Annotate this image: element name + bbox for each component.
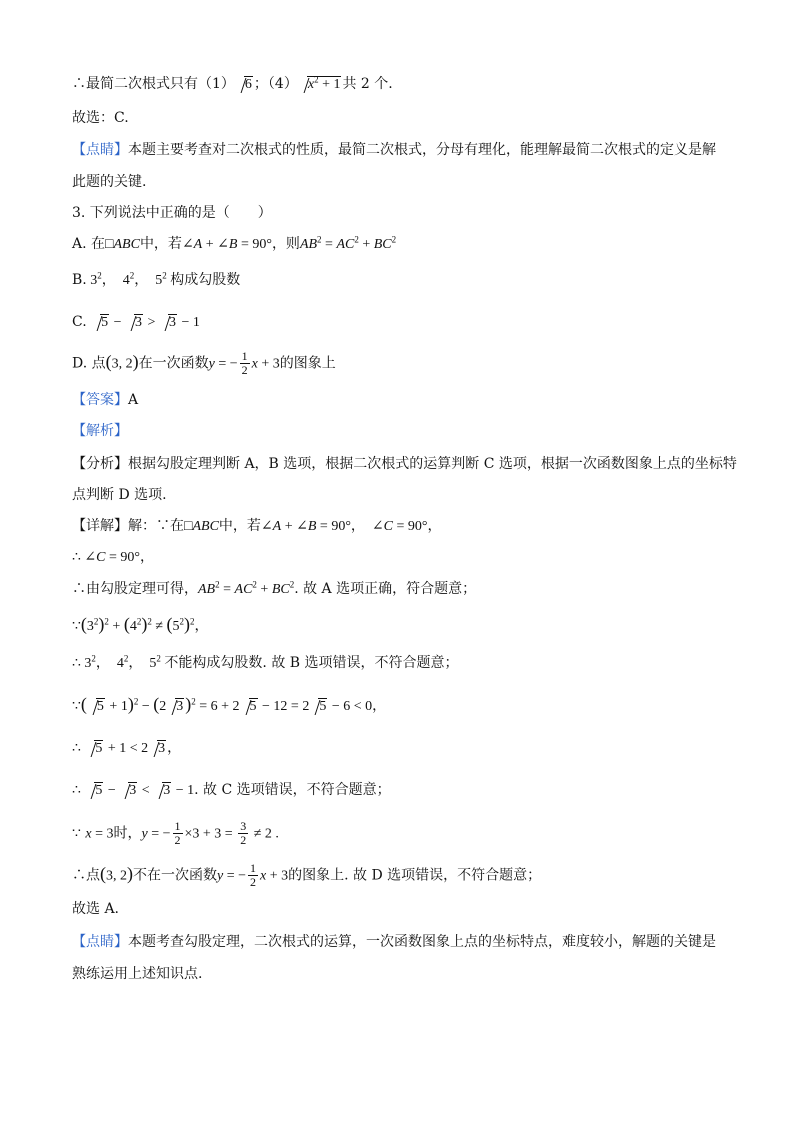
detail-line-4: $\because(3^2)^2 + (4^2)^2 \ne (5^2)^2$，	[72, 614, 209, 634]
detail-line-1: 【详解】解：∵在□ABC中，若∠A + ∠B = 90°， ∠C = 90°，	[72, 518, 442, 534]
answer-line: 【答案】A	[72, 392, 139, 408]
option-a: A. 在□ABC中，若∠A + ∠B = 90°，则$AB^2 = AC^2 + BC^2$	[72, 234, 397, 252]
option-d: D. 点(3, 2)在一次函数y = − $\frac{1}{2}$ x + 3的图象上	[72, 349, 336, 377]
detail-line-9: ∵ x = 3时，y = − $\frac{1}{2}$ ×3 + 3 = $\frac{3}{2}$ ≠ 2 .	[72, 819, 279, 847]
analysis-line-1: 【分析】根据勾股定理判断 A，B 选项，根据二次根式的运算判断 C 选项，根据一次函数图象上点的坐标特	[72, 456, 737, 472]
detail-line-6: ∵( 5 + 1)$^2$ − (2 3 )$^2$ = 6 + 2 5 − 12 = 2 5 − 6 < 0，	[72, 694, 724, 717]
option-b: B. $3^2$， $4^2$， $5^2$ 构成勾股数	[72, 270, 241, 288]
detail-line-10: ∴点(3, 2)不在一次函数y = − $\frac{1}{2}$ x + 3的图象上. 故 D 选项错误，不符合题意；	[72, 861, 542, 889]
comment-tag-2: 【点睛】	[72, 934, 128, 950]
line-comment-1b: 此题的关键.	[72, 174, 147, 190]
detail-line-3: ∴由勾股定理可得，$AB^2 = AC^2 + BC^2$. 故 A 选项正确，符合题意；	[72, 579, 477, 597]
line-comment-1: 【点睛】本题主要考查对二次根式的性质，最简二次根式，分母有理化，能理解最简二次根式的定义是解	[72, 142, 716, 158]
option-c: C. 5 − 3 > 3 − 1	[72, 312, 724, 333]
detail-line-8: ∴ 5 − 3 < 3 − 1. 故 C 选项错误，不符合题意；	[72, 780, 724, 801]
detail-line-2: ∴ ∠C = 90°，	[72, 549, 154, 565]
analysis-line-2: 点判断 D 选项.	[72, 487, 167, 503]
comment-tag: 【点睛】	[72, 142, 128, 158]
line-answer-c: 故选：C.	[72, 110, 129, 126]
comment-2-line-2: 熟练运用上述知识点.	[72, 966, 203, 982]
detail-line-11: 故选 A.	[72, 901, 120, 917]
comment-2-line-1: 【点睛】本题考查勾股定理，二次根式的运算，一次函数图象上点的坐标特点，难度较小，解题的关键是	[72, 934, 716, 950]
line-conclusion-simplest: ∴最简二次根式只有（1） 6 ；（4） $x^2 + 1$ 共 2 个.	[72, 74, 724, 95]
detail-line-7: ∴ 5 + 1 < 2 3 ，	[72, 738, 724, 759]
question-3-stem: 3. 下列说法中正确的是（ ）	[72, 205, 272, 221]
answer-tag: 【答案】	[72, 392, 128, 408]
analysis-heading: 【解析】	[72, 423, 128, 439]
detail-line-5: ∴ $3^2$， $4^2$， $5^2$ 不能构成勾股数. 故 B 选项错误，不符合题意；	[72, 653, 459, 671]
